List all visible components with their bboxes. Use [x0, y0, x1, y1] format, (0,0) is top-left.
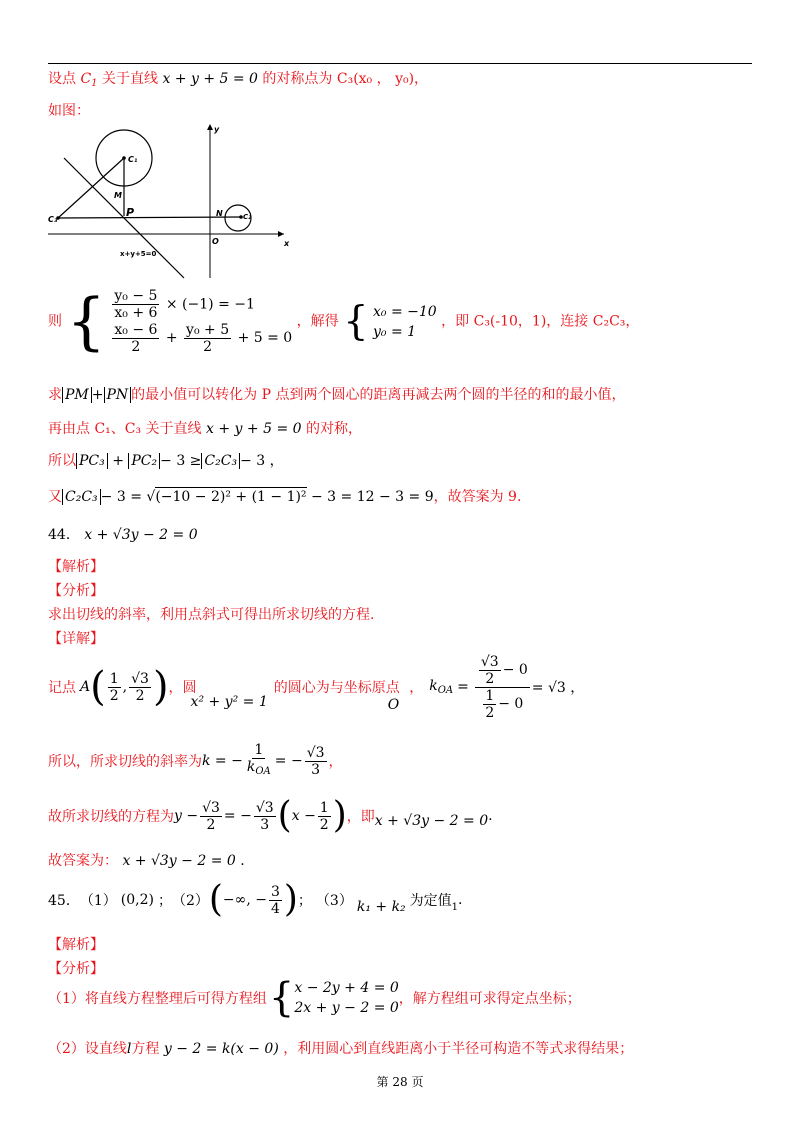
- q44-detail-1: 记点 A ( $\frac{1}{2}$ , $\frac{√3}{2}$ ) ，圆 x² + y² = 1 的圆心为与坐标原点 O ， $k_{OA}$ = $\frac{√3}{2}$ − 0 $\frac{1}{2}$ − 0 = √3 ，: [48, 653, 585, 721]
- system-equations: [48, 284, 640, 358]
- equation: x + y + 5 = 0: [162, 71, 258, 87]
- equation-group: $\frac{\text{y₀ − 5}}{\text{x₀ + 6}}$ × (−1) = −1 $\frac{\text{x₀ − 6}}{2}$ + $\frac{\text{y₀ + 5}}{2}$ + 5 = 0: [114, 288, 293, 355]
- q45-analysis-1: （1）将直线方程整理后可得方程组 { x − 2y + 4 = 0 2x + y − 2 = 0 ，解方程组可求得定点坐标；: [48, 975, 581, 1021]
- q44-fenxi: 【分析】: [48, 583, 104, 599]
- header-rule: [48, 63, 752, 64]
- text: ，即 C₃(-10，1)，连接 C₂C₃，: [441, 313, 640, 330]
- q44-detail-4: 故答案为： x + √3y − 2 = 0 .: [48, 853, 245, 869]
- q44-fenxi-text: 求出切线的斜率，利用点斜式可得出所求切线的方程.: [48, 607, 375, 623]
- label-m: M: [114, 191, 122, 200]
- y-axis-arrow: [207, 124, 213, 130]
- solution-group: x₀ = −10 y₀ = 1: [373, 303, 437, 340]
- inequality-line: 所以 PC₃ + PC₂ − 3 ≥ C₂C₃ − 3 ，: [48, 453, 284, 469]
- left-brace: {: [66, 284, 106, 358]
- text: 则: [48, 313, 62, 330]
- q45-jiexi: 【解析】: [48, 937, 104, 953]
- label-p: P: [126, 206, 135, 219]
- q45-fenxi: 【分析】: [48, 961, 104, 977]
- distance-line: 又 C₂C₃ − 3 = √(−10 − 2)² + (1 − 1)² − 3 = 12 − 3 = 9，故答案为 9.: [48, 489, 522, 505]
- min-line: 求 PM + PN 的最小值可以转化为 P 点到两个圆心的距离再减去两个圆的半径的和的最小值，: [48, 387, 626, 403]
- text: 关于直线: [102, 71, 158, 87]
- label-line: x+y+5=0: [120, 250, 157, 258]
- text: ，解得: [296, 313, 339, 330]
- label-n: N: [216, 209, 223, 218]
- segment-c3-c1: [58, 158, 124, 218]
- q44-detail-2: 所以，所求切线的斜率为 k = − $\frac{1}{k_{OA}}$ = − $\frac{√3}{3}$ ，: [48, 742, 343, 778]
- page-number: 第 28 页: [376, 1075, 424, 1089]
- q44-header: 44． x + √3y − 2 = 0: [48, 527, 198, 543]
- label-c1: C₁: [128, 155, 138, 164]
- label-c2: C₂: [243, 213, 252, 221]
- q44-detail-3: 故所求切线的方程为 y − $\frac{√3}{2}$ = − $\frac{√3}{3}$ ( x − $\frac{1}{2}$ ) ，即 x + √3y − 2 = 0 .: [48, 795, 493, 836]
- geometry-diagram: [48, 120, 308, 280]
- label-x: x: [284, 239, 290, 248]
- text: 设点: [48, 71, 76, 87]
- point-c3: C₃(x₀ ， y₀)，: [336, 71, 429, 87]
- line-symmetric-point: 设点 $C_1$ 关于直线 x + y + 5 = 0 的对称点为 C₃(x₀ ， y₀)，: [48, 71, 429, 89]
- q45-header: 45． （1） (0,2) ； （2） ( −∞, − $\frac{3}{4}$ ) ； （3） k₁ + k₂ 为定值 1 .: [48, 879, 463, 920]
- q45-analysis-2: （2）设直线l方程 y − 2 = k(x − 0) ，利用圆心到直线距离小于半径可构造不等式求得结果；: [48, 1041, 634, 1057]
- label-y: y: [214, 125, 220, 134]
- x-axis-arrow: [278, 231, 284, 237]
- symmetry-line: 再由点 C₁、C₃ 关于直线 x + y + 5 = 0 的对称，: [48, 421, 362, 437]
- label-c3: C₃: [48, 215, 58, 224]
- label-o: O: [212, 237, 219, 246]
- figure-caption: 如图：: [48, 103, 90, 119]
- text: 的对称点为: [262, 71, 333, 87]
- segment-c3-c2: [58, 217, 241, 218]
- q44-jiexi: 【解析】: [48, 559, 104, 575]
- left-brace: {: [343, 298, 369, 345]
- q44-xiangjie: 【详解】: [48, 631, 104, 647]
